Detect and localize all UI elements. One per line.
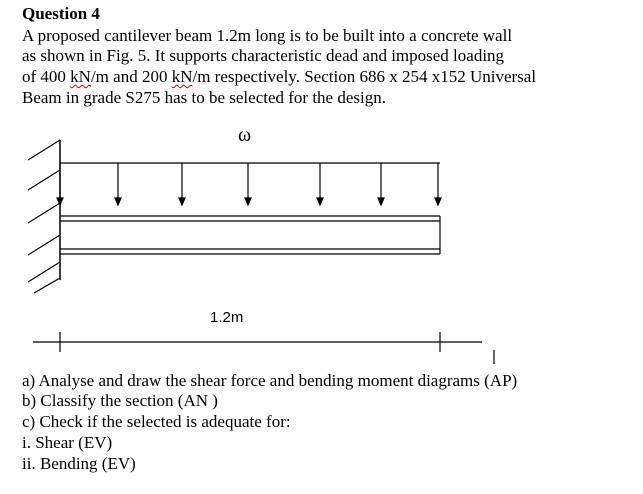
question-line-3	[22, 67, 536, 87]
question-line-2: as shown in Fig. 5. It supports characteristic dead and imposed loading	[22, 46, 505, 65]
task-c-i: i. Shear (EV)	[22, 433, 113, 452]
cantilever-beam-figure	[0, 110, 643, 370]
question-line-4: Beam in grade S275 has to be selected for the design.	[22, 88, 386, 107]
udl-arrows	[57, 163, 441, 205]
beam	[60, 216, 440, 254]
line3-part-b: /m and 200	[90, 67, 172, 86]
line3-part-c: /m respectively. Section 686 x 254 x152 Universal	[192, 67, 537, 86]
task-a: a) Analyse and draw the shear force and bending moment diagrams (AP)	[22, 371, 518, 390]
task-b: b) Classify the section (AN )	[22, 391, 218, 410]
question-line-1: A proposed cantilever beam 1.2m long is to be built into a concrete wall	[22, 26, 513, 45]
load-symbol-omega: ω	[238, 124, 252, 146]
unit-kn-2: kN	[171, 67, 193, 86]
unit-kn-1: kN	[70, 67, 91, 86]
task-c: c) Check if the selected is adequate for:	[22, 412, 291, 431]
span-length-label: 1.2m	[210, 309, 244, 326]
question-title: Question 4	[22, 4, 100, 23]
wall-hatching	[28, 140, 60, 293]
line3-part-a: of 400	[22, 67, 71, 86]
dimension-line	[33, 332, 494, 364]
task-c-ii: ii. Bending (EV)	[22, 454, 136, 473]
